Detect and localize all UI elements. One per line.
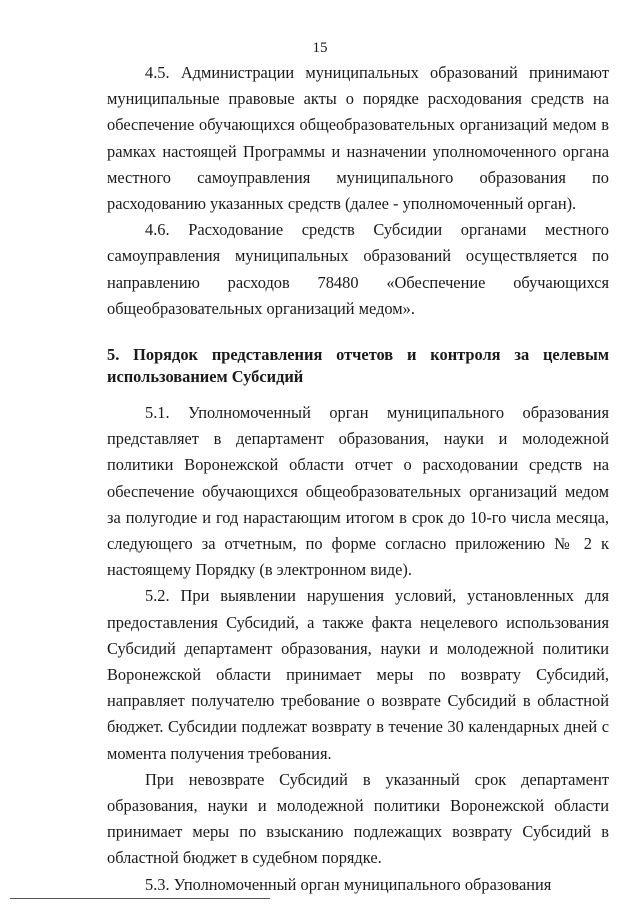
paragraph-5-2: 5.2. При выявлении нарушения условий, установленных для предоставления Субсидий, а также факта нецелевого использования Субсидий департамент образования, науки и молодежной политики Воронежской области принимает меры по возврату Субсидий, направляет получателю требование о возврате Субсидий в областной бюджет. Субсидии подлежат возврату в течение 30 календарных дней с момента получения требования. [107,586,609,763]
paragraph-5-3: 5.3. Уполномоченный орган муниципального образования [145,874,552,894]
paragraph-5-1: 5.1. Уполномоченный орган муниципального образования представляет в департамент образования, науки и молодежной политики Воронежской области отчет о расходовании средств на обеспечение обучающихся общеобразовательных организаций медом за полугодие и год нарастающим итогом в срок до 10-го числа месяца, следующего за отчетным, по форме согласно приложению № 2 к настоящему Порядку (в электронном виде). [107,403,609,580]
paragraph-4-6: 4.6. Расходование средств Субсидии органами местного самоуправления муниципальных образований осуществляется по направлению расходов 78480 «Обеспечение обучающихся общеобразовательных организаций медом». [107,220,609,318]
page-number: 15 [312,40,328,56]
paragraph-4-5: 4.5. Администрации муниципальных образований принимают муниципальные правовые акты о порядке расходования средств на обеспечение обучающихся общеобразовательных организаций медом в рамках настоящей Программы и назначении уполномоченного органа местного самоуправления муниципального образования по расходованию указанных средств (далее - уполномоченный орган). [107,63,609,214]
paragraph-5-2-continued: При невозврате Субсидий в указанный срок департамент образования, науки и молодежной политики Воронежской области принимает меры по взысканию подлежащих возврату Субсидий в областной бюджет в судебном порядке. [107,769,609,868]
document-body [107,60,609,898]
section-heading-5: 5. Порядок представления отчетов и контроля за целевым использованием Субсидий [107,345,609,387]
footer-rule [10,898,270,899]
